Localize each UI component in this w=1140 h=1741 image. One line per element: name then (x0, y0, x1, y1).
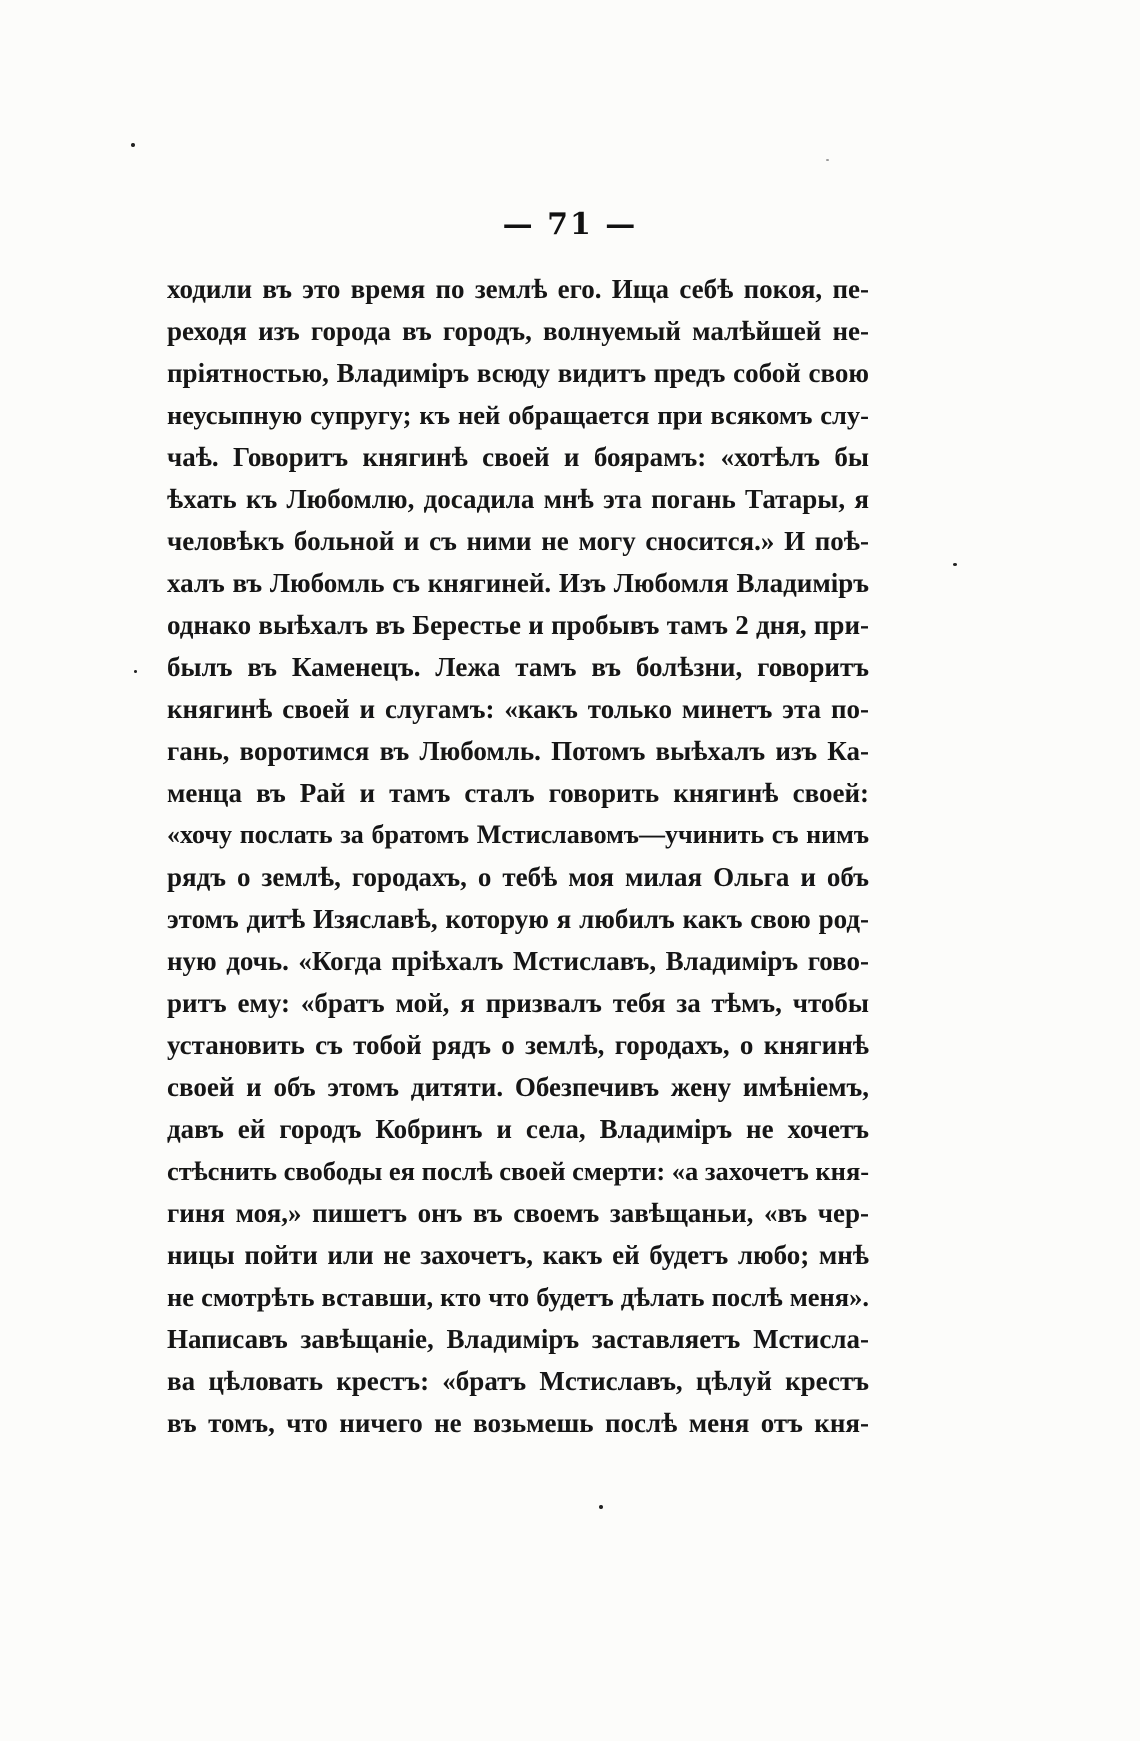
text-line: неусыпную супругу; къ ней обращается при всякомъ слу- (167, 400, 869, 430)
print-speck (599, 1505, 603, 1509)
page-number: — 71 — (502, 207, 638, 242)
text-line: рядъ о землѣ, городахъ, о тебѣ моя милая Ольга и объ (167, 862, 869, 892)
print-speck (953, 563, 957, 566)
text-line: пріятностью, Владиміръ всюду видитъ предъ собой свою (167, 358, 869, 388)
text-line: не смотрѣть вставши, кто что будетъ дѣлать послѣ меня». (167, 1282, 869, 1312)
text-line: давъ ей городъ Кобринъ и села, Владиміръ не хочетъ (167, 1114, 869, 1144)
text-line: былъ въ Каменецъ. Лежа тамъ въ болѣзни, говоритъ (167, 652, 869, 682)
text-line: человѣкъ больной и съ ними не могу сносится.» И поѣ- (167, 526, 869, 556)
text-line: ритъ ему: «братъ мой, я призвалъ тебя за тѣмъ, чтобы (167, 988, 869, 1018)
text-line: этомъ дитѣ Изяславѣ, которую я любилъ какъ свою род- (167, 904, 869, 934)
text-line: ѣхать къ Любомлю, досадила мнѣ эта погань Татары, я (167, 484, 869, 514)
text-line: чаѣ. Говоритъ княгинѣ своей и боярамъ: «хотѣлъ бы (167, 442, 869, 472)
print-speck (134, 670, 137, 673)
print-speck (826, 159, 829, 161)
text-line: стѣснить свободы ея послѣ своей смерти: «а захочетъ кня- (167, 1156, 870, 1186)
text-line: ную дочь. «Когда пріѣхалъ Мстиславъ, Владиміръ гово- (167, 946, 869, 976)
print-speck (131, 143, 135, 147)
text-line: гиня моя,» пишетъ онъ въ своемъ завѣщаньи, «въ чер- (167, 1198, 869, 1228)
text-line: своей и объ этомъ дитяти. Обезпечивъ жену имѣніемъ, (167, 1072, 869, 1102)
text-line: княгинѣ своей и слугамъ: «какъ только минетъ эта по- (167, 694, 869, 724)
text-line: «хочу послать за братомъ Мстиславомъ—учинить съ нимъ (167, 820, 869, 849)
text-line: реходя изъ города въ городъ, волнуемый малѣйшей не- (167, 316, 869, 346)
text-line: гань, воротимся въ Любомль. Потомъ выѣхалъ изъ Ка- (167, 736, 869, 766)
text-line: Написавъ завѣщаніе, Владиміръ заставляетъ Мстисла- (167, 1324, 869, 1354)
text-line: однако выѣхалъ въ Берестье и пробывъ тамъ 2 дня, при- (167, 610, 869, 640)
text-line: халъ въ Любомль съ княгиней. Изъ Любомля Владиміръ (167, 568, 869, 598)
body-text (167, 268, 869, 1444)
text-line: ницы пойти или не захочетъ, какъ ей будетъ любо; мнѣ (167, 1240, 869, 1270)
text-line: ва цѣловать крестъ: «братъ Мстиславъ, цѣлуй крестъ (167, 1366, 869, 1396)
text-line: менца въ Рай и тамъ сталъ говорить княгинѣ своей: (167, 778, 869, 808)
text-line: установить съ тобой рядъ о землѣ, городахъ, о княгинѣ (167, 1030, 869, 1060)
text-line: въ томъ, что ничего не возьмешь послѣ меня отъ кня- (167, 1408, 869, 1438)
text-line: ходили въ это время по землѣ его. Ища себѣ покоя, пе- (167, 274, 869, 304)
